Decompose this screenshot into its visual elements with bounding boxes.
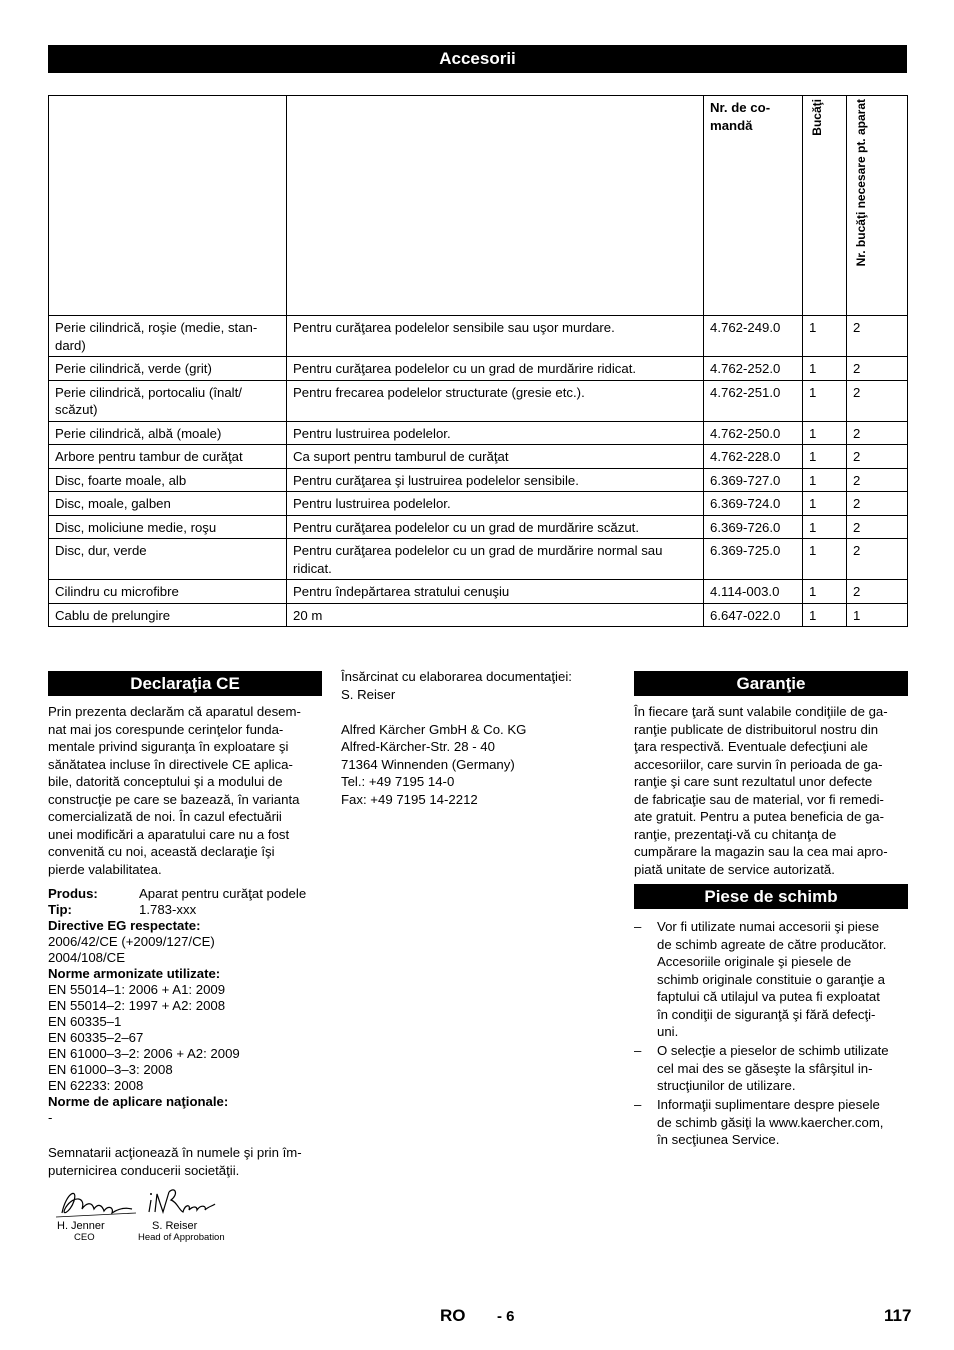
signature-reiser-image	[145, 1184, 217, 1222]
accessory-description-cell: Pentru curăţarea podelelor cu un grad de murdărire normal sau ridicat.	[287, 539, 704, 580]
table-row	[49, 539, 908, 580]
section-header-garantie: Garanţie	[634, 671, 908, 696]
dash-bullet: –	[634, 1043, 642, 1058]
accessory-description-cell: Pentru curăţarea podelelor sensibile sau uşor murdare.	[287, 316, 704, 357]
signer-role: Head of Approbation	[138, 1232, 225, 1243]
accessory-name-cell: Perie cilindrică, portocaliu (înalt/ scăzut)	[49, 380, 287, 421]
accessory-name-cell: Cilindru cu microfibre	[49, 580, 287, 604]
list-item	[634, 1096, 914, 1149]
pieces-cell: 1	[803, 445, 847, 469]
accessory-name-cell: Arbore pentru tambur de curăţat	[49, 445, 287, 469]
header-desc-empty	[287, 96, 704, 316]
pieces-cell: 1	[803, 603, 847, 627]
table-row	[49, 380, 908, 421]
table-row	[49, 445, 908, 469]
header-name-empty	[49, 96, 287, 316]
declaration-intro: Prin prezenta declarăm că aparatul desem- nat mai jos corespunde cerinţelor funda- mentale privind siguranţa în exploatare şi sănătatea incluse în directivele CE aplica- bile, datorită conceptului şi a modului de construcţie pe care se bazează, în varianta comercializată de noi. În cazul efectuării unei modificări a aparatului care nu a fost convenită cu noi, această declaraţie îşi pierde valabilitatea.	[48, 704, 301, 877]
list-item-text: Informaţii suplimentare despre piesele de schimb găsiţi la www.kaercher.com, în secţiunea Service.	[657, 1097, 884, 1147]
order-number-cell: 6.647-022.0	[704, 603, 803, 627]
norm-item: EN 60335–2–67	[48, 1030, 144, 1045]
table-row	[49, 492, 908, 516]
order-number-cell: 4.762-252.0	[704, 357, 803, 381]
signer-role: CEO	[74, 1232, 95, 1243]
pieces-needed-cell: 2	[847, 468, 908, 492]
header-pieces: Bucăţi	[803, 96, 847, 316]
accessories-table	[48, 95, 908, 627]
accessory-description-cell: Pentru lustruirea podelelor.	[287, 421, 704, 445]
national-norms-value: -	[48, 1110, 53, 1125]
pieces-needed-cell: 1	[847, 603, 908, 627]
product-value: Aparat pentru curăţat podele	[139, 886, 307, 901]
table-header-row	[49, 96, 908, 316]
pieces-needed-cell: 2	[847, 492, 908, 516]
documentation-person: S. Reiser	[341, 686, 396, 702]
norm-item: EN 55014–1: 2006 + A1: 2009	[48, 982, 226, 997]
pieces-needed-cell: 2	[847, 421, 908, 445]
accessory-name-cell: Disc, dur, verde	[49, 539, 287, 580]
pieces-cell: 1	[803, 539, 847, 580]
pieces-cell: 1	[803, 380, 847, 421]
accessory-name-cell: Disc, moliciune medie, roşu	[49, 515, 287, 539]
table-row	[49, 603, 908, 627]
norm-item: EN 62233: 2008	[48, 1078, 144, 1093]
list-item-text: O selecţie a pieselor de schimb utilizate cel mai des se găseşte la sfârşitul in- strucţiunilor de utilizare.	[657, 1043, 889, 1093]
accessory-description-cell: 20 m	[287, 603, 704, 627]
signer-reiser	[138, 1220, 225, 1243]
accessory-description-cell: Pentru curăţarea podelelor cu un grad de murdărire scăzut.	[287, 515, 704, 539]
table-row	[49, 316, 908, 357]
table-row	[49, 421, 908, 445]
accessory-description-cell: Pentru îndepărtarea stratului cenuşiu	[287, 580, 704, 604]
dash-bullet: –	[634, 1097, 642, 1112]
directive-item: 2004/108/CE	[48, 950, 125, 965]
spare-parts-list	[634, 918, 914, 1150]
order-number-cell: 6.369-727.0	[704, 468, 803, 492]
pieces-needed-cell: 2	[847, 445, 908, 469]
accessory-description-cell: Ca suport pentru tamburul de curăţat	[287, 445, 704, 469]
accessory-description-cell: Pentru curăţarea podelelor cu un grad de murdărire ridicat.	[287, 357, 704, 381]
order-number-cell: 4.114-003.0	[704, 580, 803, 604]
documentation-block	[341, 668, 621, 808]
order-number-cell: 4.762-249.0	[704, 316, 803, 357]
warranty-text: În fiecare ţară sunt valabile condiţiile de ga- ranţie publicate de distribuitorul nostru din ţara respectivă. Eventuale defecţiuni ale accesoriilor, care survin în perioada de ga- ranţie şi care sunt rezultatul unor defecte de fabricaţie sau de material, vor fi remedi- ate gratuit. Pentru a putea beneficia de ga- ranţie, prezentaţi-vă cu chitanţa de cumpărare la magazin sau la cea mai apro- piată unitate de service autorizată.	[634, 704, 888, 877]
signer-name: S. Reiser	[152, 1220, 198, 1232]
table-row	[49, 468, 908, 492]
footer-page-number: 117	[884, 1306, 912, 1325]
accessory-name-cell: Perie cilindrică, roşie (medie, stan- dard)	[49, 316, 287, 357]
directive-item: 2006/42/CE (+2009/127/CE)	[48, 934, 215, 949]
signer-jenner	[57, 1220, 105, 1243]
order-number-cell: 4.762-251.0	[704, 380, 803, 421]
type-value: 1.783-xxx	[139, 902, 197, 917]
declaration-specs	[48, 886, 338, 1126]
pieces-cell: 1	[803, 316, 847, 357]
accessory-name-cell: Perie cilindrică, albă (moale)	[49, 421, 287, 445]
table-row	[49, 515, 908, 539]
directives-label: Directive EG respectate:	[48, 918, 201, 933]
type-label: Tip:	[48, 902, 72, 917]
order-number-cell: 6.369-726.0	[704, 515, 803, 539]
pieces-needed-cell: 2	[847, 380, 908, 421]
order-number-cell: 6.369-724.0	[704, 492, 803, 516]
pieces-needed-cell: 2	[847, 357, 908, 381]
company-line: Tel.: +49 7195 14-0	[341, 774, 455, 789]
order-number-cell: 4.762-228.0	[704, 445, 803, 469]
pieces-needed-cell: 2	[847, 580, 908, 604]
accessory-description-cell: Pentru lustruirea podelelor.	[287, 492, 704, 516]
section-header-piese-de-schimb: Piese de schimb	[634, 884, 908, 909]
signature-jenner-image	[52, 1183, 138, 1225]
order-number-cell: 6.369-725.0	[704, 539, 803, 580]
section-header-declaratia-ce: Declaraţia CE	[48, 671, 322, 696]
section-header-accesorii: Accesorii	[48, 45, 907, 73]
pieces-needed-cell: 2	[847, 316, 908, 357]
norm-item: EN 60335–1	[48, 1014, 122, 1029]
accessory-name-cell: Cablu de prelungire	[49, 603, 287, 627]
pieces-cell: 1	[803, 468, 847, 492]
dash-bullet: –	[634, 919, 642, 934]
pieces-needed-cell: 2	[847, 539, 908, 580]
company-line: Alfred-Kärcher-Str. 28 - 40	[341, 739, 495, 754]
order-number-cell: 4.762-250.0	[704, 421, 803, 445]
signer-name: H. Jenner	[57, 1220, 105, 1232]
list-item	[634, 918, 914, 1041]
signatories-text: Semnatarii acţionează în numele şi prin îm- puternicirea conducerii societăţii.	[48, 1145, 302, 1178]
norm-item: EN 61000–3–3: 2008	[48, 1062, 173, 1077]
pieces-cell: 1	[803, 421, 847, 445]
pieces-cell: 1	[803, 580, 847, 604]
table-row	[49, 580, 908, 604]
accessory-description-cell: Pentru frecarea podelelor structurate (gresie etc.).	[287, 380, 704, 421]
accessory-name-cell: Perie cilindrică, verde (grit)	[49, 357, 287, 381]
table-row	[49, 357, 908, 381]
footer-language: RO	[440, 1306, 466, 1325]
national-norms-label: Norme de aplicare naţionale:	[48, 1094, 229, 1109]
company-line: 71364 Winnenden (Germany)	[341, 756, 515, 772]
norms-label: Norme armonizate utilizate:	[48, 966, 221, 981]
pieces-cell: 1	[803, 515, 847, 539]
accessory-name-cell: Disc, moale, galben	[49, 492, 287, 516]
list-item-text: Vor fi utilizate numai accesorii şi piese de schimb agreate de către producător. Accesoriile originale şi piesele de schimb originale constituie o garanţie a faptului că utilajul va putea fi exploatat în condiţii de siguranţă şi fără defecţi- uni.	[657, 919, 887, 1039]
product-label: Produs:	[48, 886, 98, 901]
pieces-cell: 1	[803, 357, 847, 381]
norm-item: EN 55014–2: 1997 + A2: 2008	[48, 998, 226, 1013]
header-order-number: Nr. de co- mandă	[704, 96, 803, 316]
accessory-description-cell: Pentru curăţarea şi lustruirea podelelor sensibile.	[287, 468, 704, 492]
pieces-cell: 1	[803, 492, 847, 516]
accessory-name-cell: Disc, foarte moale, alb	[49, 468, 287, 492]
company-line: Fax: +49 7195 14-2212	[341, 791, 478, 807]
header-pieces-needed: Nr. bucăţi necesare pt. aparat	[847, 96, 908, 316]
documentation-label: Însărcinat cu elaborarea documentaţiei:	[341, 669, 572, 684]
company-line: Alfred Kärcher GmbH & Co. KG	[341, 721, 527, 737]
pieces-needed-cell: 2	[847, 515, 908, 539]
norm-item: EN 61000–3–2: 2006 + A2: 2009	[48, 1046, 240, 1061]
footer-page-sub: - 6	[497, 1308, 515, 1325]
list-item	[634, 1042, 914, 1095]
